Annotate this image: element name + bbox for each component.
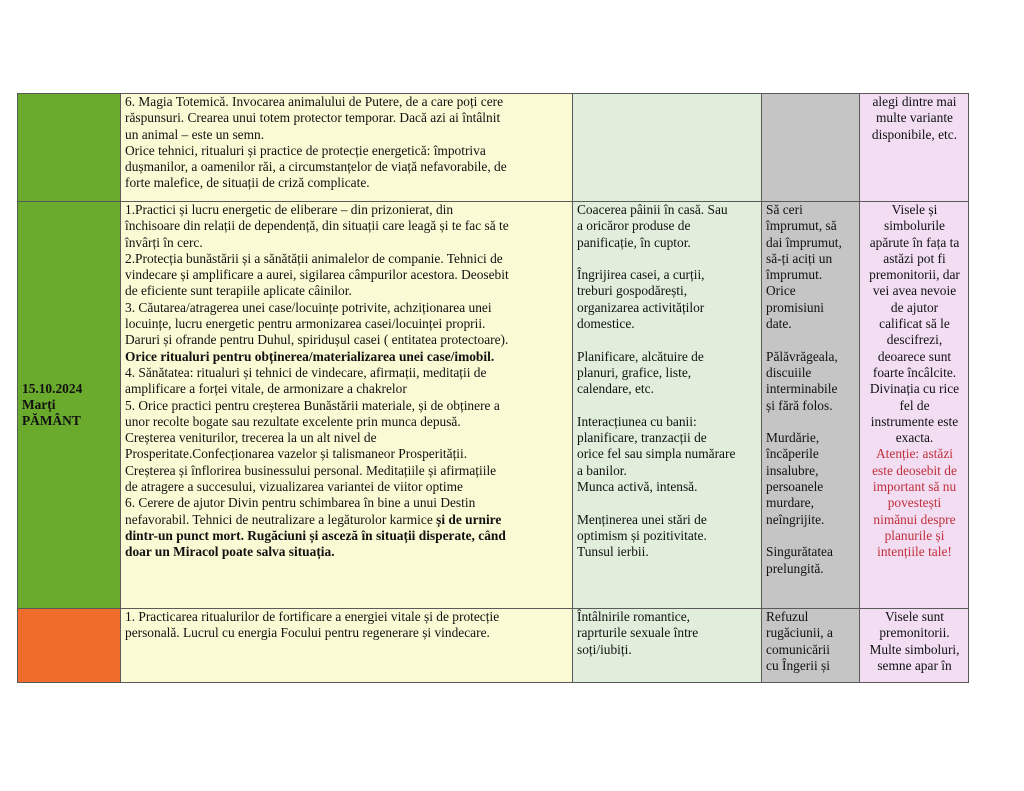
ritual-line: 5. Orice practici pentru creșterea Bunăstării materiale, și de obținere a	[125, 397, 500, 413]
spacer	[766, 528, 856, 544]
favorable-line: treburi gospodărești,	[577, 283, 688, 299]
ritual-line-mixed	[125, 512, 569, 528]
dream-line: disponibile, etc.	[871, 126, 958, 142]
ritual-line: Daruri și ofrande pentru Duhul, spiridușul casei ( entitatea protectoare).	[125, 332, 509, 348]
favorable-line: Munca activă, intensă.	[577, 479, 698, 495]
ritual-line: 6. Cerere de ajutor Divin pentru schimbarea în bine a unui Destin	[125, 495, 476, 511]
dream-line: premonitorii.	[879, 625, 950, 641]
favorable-line: Tunsul ierbii.	[577, 544, 649, 560]
table-row-next-day	[18, 609, 969, 683]
avoid-line: Refuzul	[766, 609, 809, 624]
avoid-cell	[762, 202, 860, 609]
avoid-line: discuiile	[766, 364, 812, 380]
favorable-line: Întâlnirile romantice,	[577, 609, 691, 624]
dream-line: de ajutor	[890, 299, 939, 315]
dream-line: Visele sunt	[884, 609, 945, 624]
avoid-line: prelungită.	[766, 560, 824, 576]
rituals-cell	[121, 94, 573, 202]
avoid-cell	[762, 609, 860, 683]
favorable-line: panificație, în cuptor.	[577, 234, 691, 250]
favorable-cell	[573, 94, 762, 202]
rituals-cell	[121, 202, 573, 609]
avoid-line: rugăciunii, a	[766, 625, 833, 641]
dream-line: foarte încâlcite.	[872, 364, 957, 380]
avoid-line: Orice	[766, 283, 796, 299]
ritual-line: 2.Protecția bunăstării și a sănătății animalelor de companie. Tehnici de	[125, 250, 503, 266]
avoid-line: dai împrumut,	[766, 234, 842, 250]
favorable-line: Planificare, alcătuire de	[577, 348, 704, 364]
warning-line: nimănui despre	[873, 511, 956, 527]
ritual-line: Creșterea și înflorirea businessului personal. Meditațiile și afirmațiile	[125, 462, 497, 478]
ritual-line: Prosperitate.Confecționarea vazelor și talismaneor Prosperității.	[125, 446, 468, 462]
avoid-line: neîngrijite.	[766, 511, 825, 527]
day-element: PĂMÂNT	[22, 413, 81, 429]
favorable-line: orice fel sau simpla numărare	[577, 446, 736, 462]
dreams-cell	[860, 202, 969, 609]
ritual-line: răspunsuri. Crearea unui totem protector temporar. Dacă azi ai întâlnit	[125, 110, 501, 126]
ritual-line: 1. Practicarea ritualurilor de fortificare a energiei vitale și de protecție	[125, 609, 500, 624]
dream-line: apărute în fața ta	[869, 234, 960, 250]
table-row-day	[18, 202, 969, 609]
dream-line: instrumente este	[870, 413, 959, 429]
warning-line: este deosebit de	[872, 462, 957, 478]
favorable-line: Îngrijirea casei, a curții,	[577, 267, 705, 283]
ritual-line: de atragere a succesului, vizualizarea variantei de viitor optime	[125, 479, 463, 495]
calendar-table	[17, 93, 969, 683]
favorable-line: planuri, grafice, liste,	[577, 364, 692, 380]
favorable-line: Interacțiunea cu banii:	[577, 413, 697, 429]
avoid-line: cu Îngerii și	[766, 657, 830, 673]
day-label-cell	[18, 609, 121, 683]
dream-line: Multe simboluri,	[869, 641, 960, 657]
dream-line: simbolurile	[884, 218, 945, 234]
avoid-line: împrumut, să	[766, 218, 837, 234]
warning-line: povestești	[887, 495, 942, 511]
ritual-line-bold: Orice ritualuri pentru obținerea/materializarea unei case/imobil.	[125, 348, 495, 364]
avoid-line: insalubre,	[766, 462, 819, 478]
ritual-line: vindecare și amplificare a aurei, sigilarea câmpurilor acestora. Deosebit	[125, 267, 509, 283]
dream-line: vei avea nevoie	[872, 283, 957, 299]
ritual-line: 6. Magia Totemică. Invocarea animalului de Putere, de a care poți cere	[125, 94, 504, 109]
favorable-line: a banilor.	[577, 462, 627, 478]
warning-line: planurile și	[884, 527, 945, 543]
avoid-line: murdare,	[766, 495, 814, 511]
dream-line: semne apar în	[877, 657, 952, 673]
favorable-line: soți/iubiți.	[577, 641, 632, 657]
ritual-line: învârți în cerc.	[125, 234, 203, 250]
avoid-line: persoanele	[766, 479, 824, 495]
spacer	[766, 332, 856, 348]
favorable-cell	[573, 202, 762, 609]
warning-line: important să nu	[872, 479, 957, 495]
day-weekday: Marți	[22, 396, 56, 412]
rituals-cell	[121, 609, 573, 683]
spacer	[577, 332, 758, 348]
dream-line: alegi dintre mai	[872, 94, 957, 109]
table-row-continuation	[18, 94, 969, 202]
favorable-line: Coacerea pâinii în casă. Sau	[577, 202, 728, 217]
day-label-cell	[18, 202, 121, 609]
dream-line: astăzi pot fi	[883, 250, 946, 266]
avoid-line: promisiuni	[766, 299, 825, 315]
dreams-cell	[860, 94, 969, 202]
dream-line: premonitorii, dar	[869, 267, 960, 283]
avoid-line: să-ți aciți un	[766, 250, 833, 266]
ritual-text: nefavorabil. Tehnici de neutralizare a legăturolor karmice	[125, 511, 437, 527]
ritual-line-bold: dintr-un punct mort. Rugăciuni și asceză în situații disperate, când	[125, 527, 506, 543]
favorable-line: organizarea activităților	[577, 299, 705, 315]
ritual-line: dușmanilor, a oamenilor răi, a circumstanțelor de viață nefavorabile, de	[125, 159, 507, 175]
favorable-line: domestice.	[577, 316, 635, 332]
ritual-line: Creșterea veniturilor, trecerea la un alt nivel de	[125, 430, 377, 446]
favorable-cell	[573, 609, 762, 683]
avoid-line: Să ceri	[766, 202, 803, 217]
dream-line: fel de	[899, 397, 930, 413]
avoid-line: interminabile	[766, 381, 838, 397]
avoid-line: Singurătatea	[766, 544, 833, 560]
ritual-line: un animal – este un semn.	[125, 126, 265, 142]
favorable-line: a oricăror produse de	[577, 218, 691, 234]
avoid-line: date.	[766, 316, 792, 332]
avoid-line: Pălăvrăgeala,	[766, 348, 838, 364]
favorable-line: optimism și pozitivitate.	[577, 527, 707, 543]
warning-line: Atenție: astăzi	[876, 446, 953, 462]
avoid-line: și fără folos.	[766, 397, 833, 413]
avoid-line: comunicării	[766, 641, 830, 657]
ritual-line: amplificare a forței vitale, de armonizare a chakrelor	[125, 381, 407, 397]
avoid-cell	[762, 94, 860, 202]
ritual-line: forte malefice, de situații de criză complicate.	[125, 175, 370, 191]
ritual-line: de eficiente sunt terapiile aplicate câinilor.	[125, 283, 352, 299]
ritual-line-bold: doar un Miracol poate salva situația.	[125, 544, 335, 560]
dream-line: exacta.	[895, 430, 934, 446]
ritual-line: locuințe, lucru energetic pentru armonizarea casei/locuinței proprii.	[125, 316, 486, 332]
ritual-text-bold: și de urnire	[436, 511, 502, 527]
dream-line: multe variante	[876, 110, 953, 126]
ritual-line: unor recolte bogate sau rezultate excelente prin munca depusă.	[125, 413, 461, 429]
spacer	[577, 495, 758, 511]
warning-line: intențiile tale!	[877, 544, 952, 560]
favorable-line: raprturile sexuale între	[577, 625, 699, 641]
spacer	[577, 251, 758, 267]
dreams-cell	[860, 609, 969, 683]
dream-line: Visele și	[891, 202, 938, 217]
ritual-line: 1.Practici și lucru energetic de eliberare – din prizonierat, din	[125, 202, 454, 217]
ritual-line: Orice tehnici, ritualuri și practice de protecție energetică: împotriva	[125, 142, 486, 158]
favorable-line: Menținerea unei stări de	[577, 511, 707, 527]
dream-line: deoarece sunt	[877, 348, 952, 364]
favorable-line: calendare, etc.	[577, 381, 654, 397]
spacer	[766, 414, 856, 430]
ritual-line: 3. Căutarea/atragerea unei case/locuințe potrivite, achziționarea unei	[125, 299, 492, 315]
ritual-line: închisoare din relații de dependență, din situații care leagă și te fac să te	[125, 218, 509, 234]
dream-line: Divinația cu rice	[869, 381, 960, 397]
ritual-line: 4. Sănătatea: ritualuri și tehnici de vindecare, afirmații, meditații de	[125, 364, 487, 380]
avoid-line: Murdărie,	[766, 430, 820, 446]
favorable-line: planificare, tranzacții de	[577, 430, 707, 446]
avoid-line: împrumut.	[766, 267, 823, 283]
day-date: 15.10.2024	[22, 380, 83, 396]
day-cell-empty	[18, 94, 121, 202]
ritual-line: personală. Lucrul cu energia Focului pentru regenerare și vindecare.	[125, 625, 490, 641]
spacer	[577, 398, 758, 414]
dream-line: calificat să le	[879, 316, 950, 332]
dream-line: descifrezi,	[886, 332, 943, 348]
avoid-line: încăperile	[766, 446, 819, 462]
